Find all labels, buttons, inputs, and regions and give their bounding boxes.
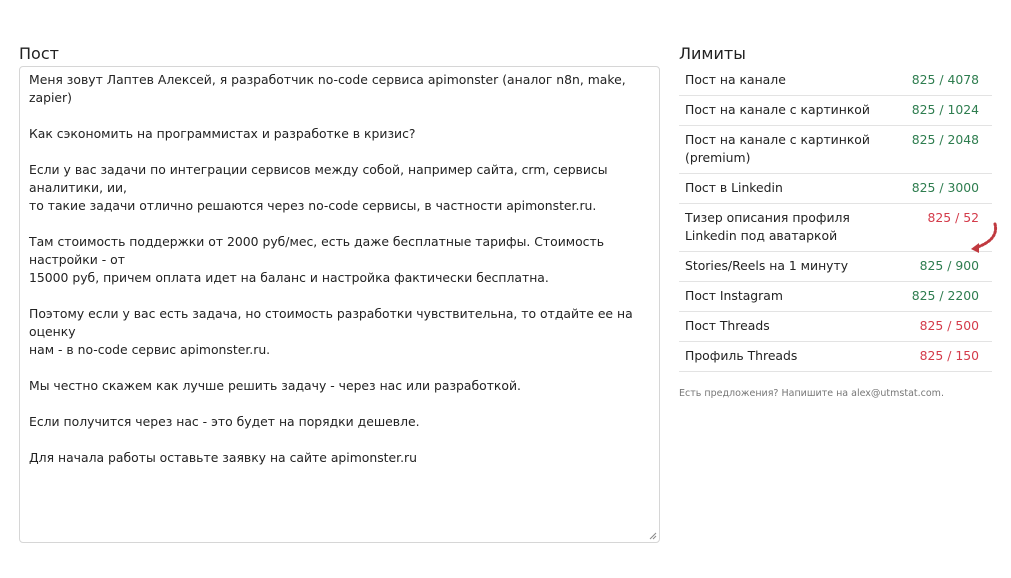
limit-label: Пост Threads (685, 318, 770, 333)
limits-list (679, 66, 992, 372)
limit-row (679, 126, 992, 174)
post-section (19, 44, 662, 543)
post-text-content[interactable] (29, 71, 650, 467)
limit-label: Stories/Reels на 1 минуту (685, 258, 849, 273)
post-line: Мы честно скажем как лучше решить задачу - через нас или разработкой. (29, 378, 521, 393)
post-line: Для начала работы оставьте заявку на сайте apimonster.ru (29, 450, 418, 465)
limit-label: Пост Instagram (685, 288, 783, 303)
post-textarea[interactable] (19, 66, 660, 543)
post-line (29, 107, 650, 125)
post-line: Меня зовут Лаптев Алексей, я разработчик no-code сервиса apimonster (аналог n8n, make, zapier) (29, 72, 630, 105)
limit-label: Пост в Linkedin (685, 180, 783, 195)
post-line (29, 143, 650, 161)
limit-value: 825 / 1024 (911, 102, 979, 117)
curved-arrow-icon (965, 218, 1005, 258)
limit-value: 825 / 150 (919, 348, 979, 363)
limit-label: Тизер описания профиля Linkedin под аватаркой (685, 210, 850, 243)
post-line (29, 287, 650, 305)
post-line: 15000 руб, причем оплата идет на баланс и настройка фактически бесплатна. (29, 270, 549, 285)
limit-label: Пост на канале (685, 72, 786, 87)
limit-label: Профиль Threads (685, 348, 798, 363)
post-line (29, 395, 650, 413)
limit-value: 825 / 2200 (911, 288, 979, 303)
post-line: то такие задачи отлично решаются через no-code сервисы, в частности apimonster.ru. (29, 198, 597, 213)
post-line: Как сэкономить на программистах и разработке в кризис? (29, 126, 416, 141)
post-line (29, 431, 650, 449)
limit-label: Пост на канале с картинкой (premium) (685, 132, 870, 165)
limit-value: 825 / 900 (919, 258, 979, 273)
post-line: Поэтому если у вас есть задача, но стоимость разработки чувствительна, то отдайте ее на оценку (29, 306, 637, 339)
post-line (29, 215, 650, 233)
limit-row (679, 282, 992, 312)
limit-row (679, 96, 992, 126)
limit-row (679, 342, 992, 372)
limit-row (679, 66, 992, 96)
limit-value: 825 / 4078 (911, 72, 979, 87)
post-title: Пост (19, 44, 59, 63)
limit-row (679, 312, 992, 342)
limit-value: 825 / 2048 (911, 132, 979, 147)
limit-row (679, 252, 992, 282)
post-line: нам - в no-code сервис apimonster.ru. (29, 342, 271, 357)
post-line: Если получится через нас - это будет на порядки дешевле. (29, 414, 420, 429)
limit-row (679, 204, 992, 252)
footer-note: Есть предложения? Напишите на alex@utmstat.com. (679, 388, 944, 399)
limit-row (679, 174, 992, 204)
post-line: Там стоимость поддержки от 2000 руб/мес, есть даже бесплатные тарифы. Стоимость настройки - от (29, 234, 608, 267)
limit-value: 825 / 3000 (911, 180, 979, 195)
limits-title: Лимиты (679, 44, 746, 63)
post-line: Если у вас задачи по интеграции сервисов между собой, например сайта, crm, сервисы аналитики, ии, (29, 162, 612, 195)
limit-value: 825 / 52 (927, 210, 979, 225)
limit-value: 825 / 500 (919, 318, 979, 333)
limit-label: Пост на канале с картинкой (685, 102, 870, 117)
resize-grip-icon[interactable] (649, 532, 657, 540)
limits-section (679, 44, 992, 400)
post-line (29, 359, 650, 377)
